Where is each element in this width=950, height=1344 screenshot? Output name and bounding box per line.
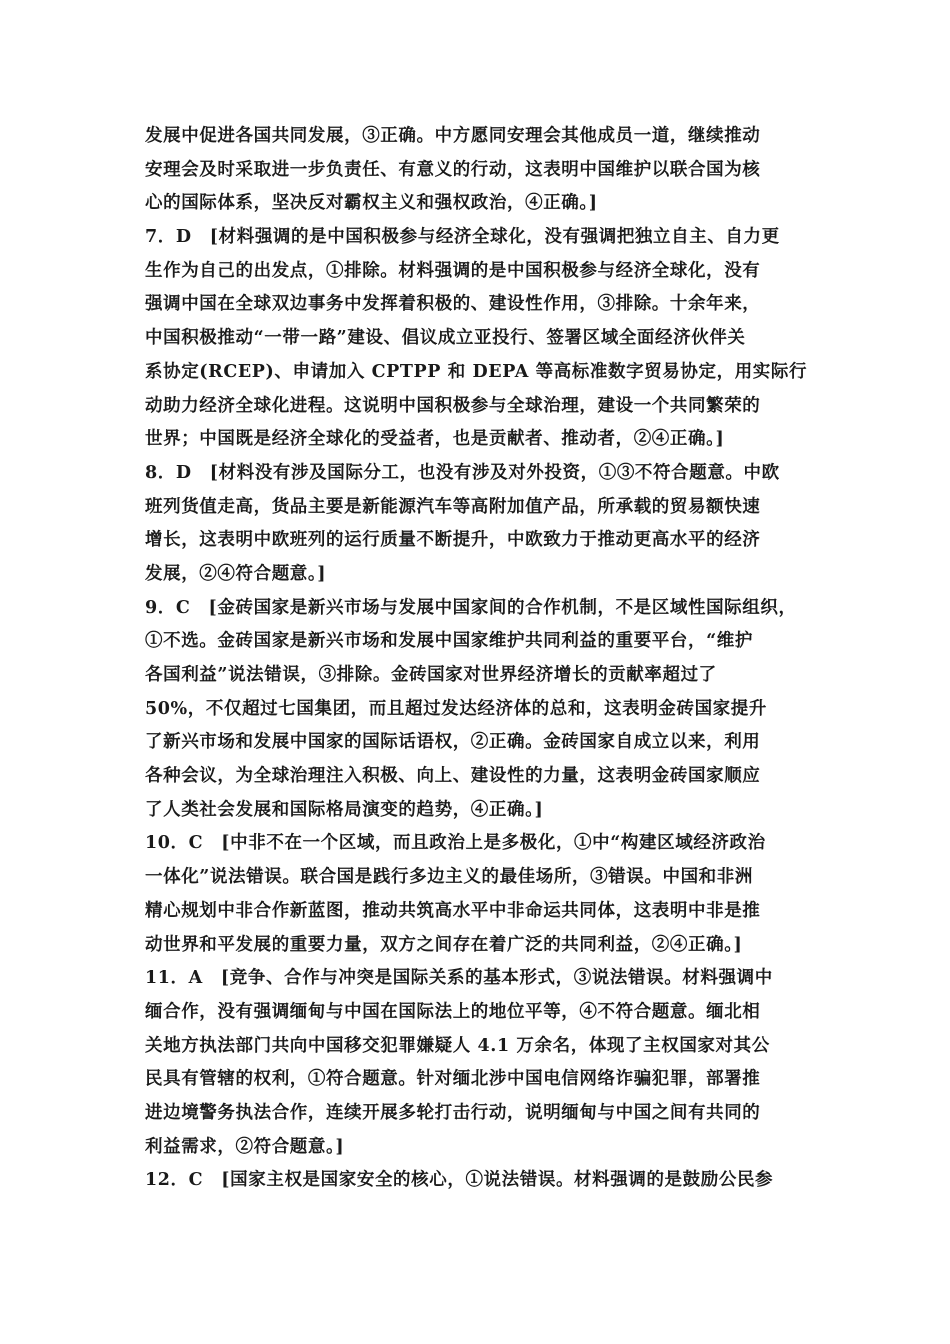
text-line: 利益需求，②符合题意。]: [145, 1136, 345, 1157]
answer-9-heading-line: 9．C [金砖国家是新兴市场与发展中国家间的合作机制，不是区域性国际组织，: [145, 597, 797, 618]
answer-11-heading-line: 11．A [竞争、合作与冲突是国际关系的基本形式，③说法错误。材料强调中: [145, 968, 773, 989]
text-line: 动世界和平发展的重要力量，双方之间存在着广泛的共同利益，②④正确。]: [145, 934, 743, 955]
text-line: 精心规划中非合作新蓝图，推动共筑高水平中非命运共同体，这表明中非是推: [145, 900, 761, 921]
text-line: 民具有管辖的权利，①符合题意。针对缅北涉中国电信网络诈骗犯罪，部署推: [145, 1069, 761, 1090]
text-line: 发展中促进各国共同发展，③正确。中方愿同安理会其他成员一道，继续推动: [145, 126, 761, 146]
answer-7-heading-line: 7．D [材料强调的是中国积极参与经济全球化，没有强调把独立自主、自力更: [145, 227, 780, 248]
text-line: 动助力经济全球化进程。这说明中国积极参与全球治理，建设一个共同繁荣的: [145, 395, 761, 416]
text-line: 心的国际体系，坚决反对霸权主义和强权政治，④正确。]: [145, 193, 598, 214]
text-line: 班列货值走高，货品主要是新能源汽车等高附加值产品，所承载的贸易额快速: [145, 496, 761, 517]
text-line: 生作为自己的出发点，①排除。材料强调的是中国积极参与经济全球化，没有: [145, 260, 761, 281]
text-line: ①不选。金砖国家是新兴市场和发展中国家维护共同利益的重要平台，“维护: [145, 631, 753, 652]
answer-10-heading-line: 10．C [中非不在一个区域，而且政治上是多极化，①中“构建区域经济政治: [145, 833, 766, 854]
text-line: 各国利益”说法错误，③排除。金砖国家对世界经济增长的贡献率超过了: [145, 665, 717, 685]
text-line: 50%，不仅超过七国集团，而且超过发达经济体的总和，这表明金砖国家提升: [145, 698, 767, 719]
text-line: 增长，这表明中欧班列的运行质量不断提升，中欧致力于推动更高水平的经济: [145, 530, 761, 551]
text-line: 强调中国在全球双边事务中发挥着积极的、建设性作用，③排除。十余年来，: [145, 294, 761, 315]
text-line: 了新兴市场和发展中国家的国际话语权，②正确。金砖国家自成立以来，利用: [145, 732, 761, 753]
text-line: 进边境警务执法合作，连续开展多轮打击行动，说明缅甸与中国之间有共同的: [145, 1102, 761, 1123]
text-line: 发展，②④符合题意。]: [145, 563, 327, 584]
answer-8-heading-line: 8．D [材料没有涉及国际分工，也没有涉及对外投资，①③不符合题意。中欧: [145, 462, 780, 483]
text-line: 系协定(RCEP)、申请加入 CPTPP 和 DEPA 等高标准数字贸易协定，用实际行: [145, 361, 808, 382]
text-line: 中国积极推动“一带一路”建设、倡议成立亚投行、签署区域全面经济伙伴关: [145, 328, 746, 349]
text-line: 各种会议，为全球治理注入积极、向上、建设性的力量，这表明金砖国家顺应: [145, 766, 761, 787]
text-line: 了人类社会发展和国际格局演变的趋势，④正确。]: [145, 799, 544, 820]
answer-explanation-text: [145, 120, 813, 1198]
text-line: 一体化”说法错误。联合国是践行多边主义的最佳场所，③错误。中国和非洲: [145, 867, 753, 888]
answer-12-heading-line: 12．C [国家主权是国家安全的核心，①说法错误。材料强调的是鼓励公民参: [145, 1170, 774, 1191]
text-line: 缅合作，没有强调缅甸与中国在国际法上的地位平等，④不符合题意。缅北相: [145, 1001, 761, 1022]
text-line: 世界；中国既是经济全球化的受益者，也是贡献者、推动者，②④正确。]: [145, 429, 725, 450]
text-line: 安理会及时采取进一步负责任、有意义的行动，这表明中国维护以联合国为核: [145, 159, 761, 180]
text-line: 关地方执法部门共向中国移交犯罪嫌疑人 4.1 万余名，体现了主权国家对其公: [145, 1035, 770, 1056]
